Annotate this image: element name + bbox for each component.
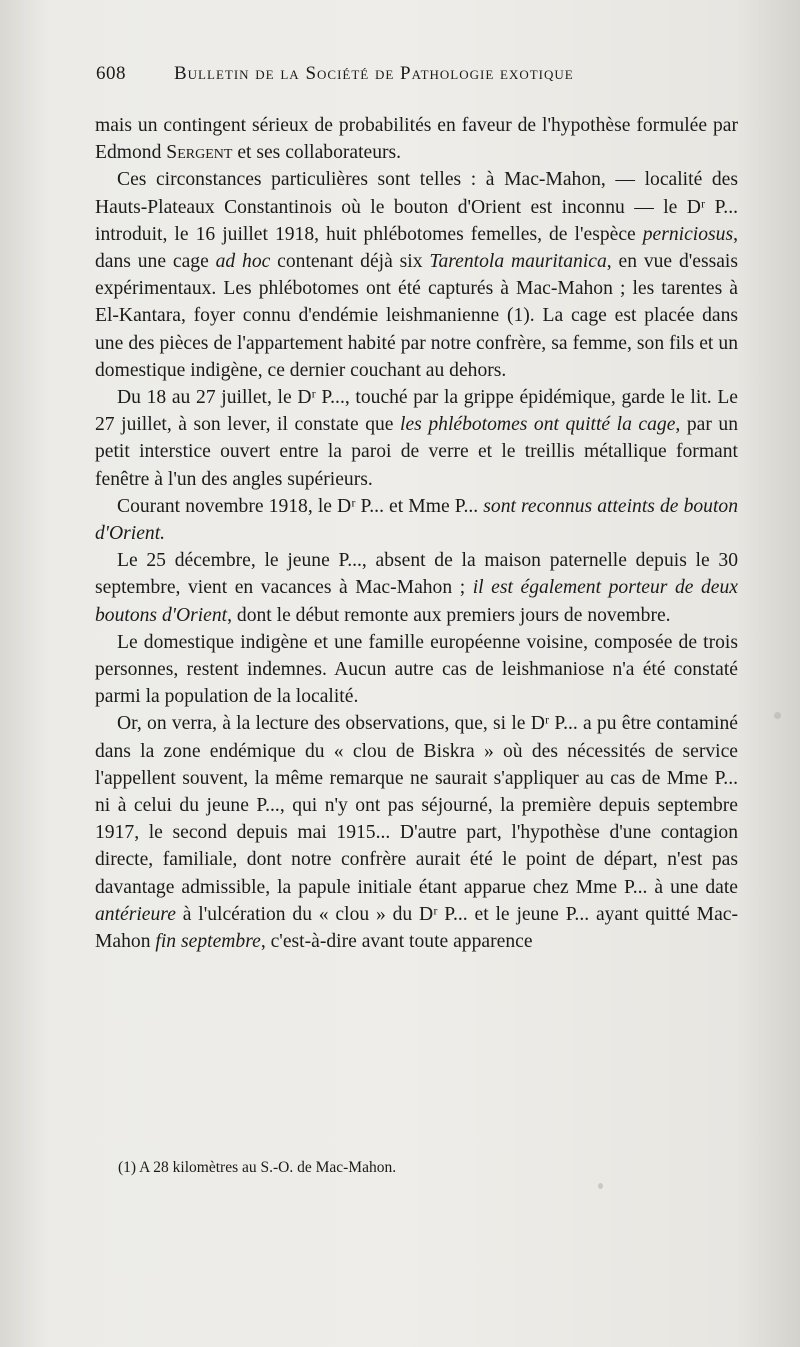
paragraph: Le 25 décembre, le jeune P..., absent de la maison paternelle depuis le 30 septembre, vient en vacances à Mac-Mahon ; il est également porteur de deux boutons d'Orient, dont le début remonte aux premiers jours de novembre. (95, 550, 738, 626)
page-header (96, 63, 746, 93)
paragraph: Ces circonstances particulières sont telles : à Mac-Mahon, — localité des Hauts-Plateaux Constantinois où le bouton d'Orient est inconnu — le Dʳ P... introduit, le 16 juillet 1918, huit phlébotomes femelles, de l'espèce perniciosus, dans une cage ad hoc contenant déjà six Tarentola mauritanica, en vue d'essais expérimentaux. Les phlébotomes ont été capturés à Mac-Mahon ; les tarentes à El-Kantara, foyer connu d'endémie leishmanienne (1). La cage est placée dans une des pièces de l'appartement habité par notre confrère, sa femme, son fils et un domestique indigène, ce dernier couchant au dehors. (95, 169, 738, 381)
running-title: Bulletin de la Société de Pathologie exotique (174, 63, 574, 84)
paragraph: Courant novembre 1918, le Dʳ P... et Mme P... sont reconnus atteints de bouton d'Orient. (95, 495, 739, 545)
author-name: Sergent (166, 142, 233, 164)
paragraph: Le domestique indigène et une famille européenne voisine, composée de trois personnes, restent indemnes. Aucun autre cas de leishmaniose n'a été constaté parmi la population de la localité. (95, 631, 738, 708)
paragraph: mais un contingent sérieux de probabilités en faveur de l'hypothèse formulée par Edmond Sergent et ses collaborateurs. (95, 115, 738, 164)
paragraph: Or, on verra, à la lecture des observations, que, si le Dʳ P... a pu être contaminé dans la zone endémique du « clou de Biskra » où des nécessités de service l'appellent souvent, la même remarque ne saurait s'appliquer au cas de Mme P... ni à celui du jeune P..., qui n'y ont pas séjourné, la première depuis septembre 1917, le second depuis mai 1915... D'autre part, l'hypothèse d'une contagion directe, familiale, dont notre confrère aurait été le point de départ, n'est pas davantage admissible, la papule initiale étant apparue chez Mme P... à une date antérieure à l'ulcération du « clou » du Dʳ P... et le jeune P... ayant quitté Mac-Mahon fin septembre, c'est-à-dire avant toute apparence (95, 713, 738, 953)
paper-stain (774, 712, 781, 719)
footnote: (1) A 28 kilomètres au S.-O. de Mac-Mahon. (118, 1159, 397, 1176)
paper-stain (598, 1183, 603, 1189)
paragraph: Du 18 au 27 juillet, le Dʳ P..., touché par la grippe épidémique, garde le lit. Le 27 juillet, à son lever, il constate que les phlébotomes ont quitté la cage, par un petit interstice ouvert entre la paroi de verre et le treillis métallique formant fenêtre à l'un des angles supérieurs. (95, 387, 739, 490)
body-text (95, 112, 738, 955)
page-number: 608 (96, 63, 126, 84)
